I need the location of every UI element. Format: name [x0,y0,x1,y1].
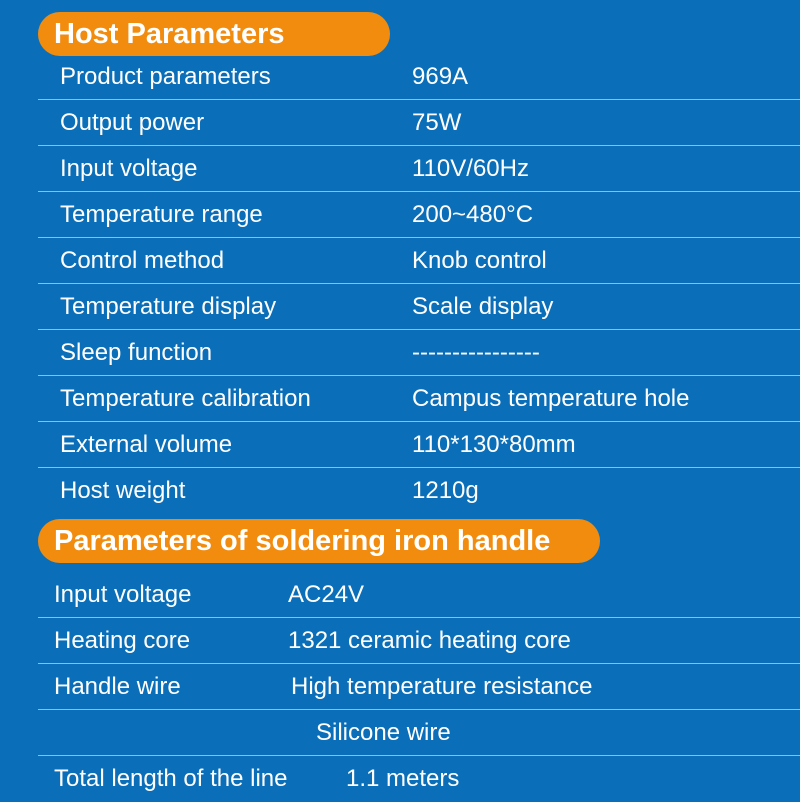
handle-row-handle-wire-continued [38,710,800,756]
spec-row-external-volume [38,422,800,468]
host-parameters-header: Host Parameters [38,12,390,56]
spec-row-input-voltage [38,146,800,192]
spec-row-output-power [38,100,800,146]
spec-label: Control method [60,247,225,274]
spec-label: Temperature range [60,201,263,228]
spec-row-sleep-function [38,330,800,376]
spec-value: Campus temperature hole [412,385,690,412]
spec-value: High temperature resistance [291,673,593,700]
spec-value: AC24V [288,581,365,608]
spec-value: 110*130*80mm [412,431,576,458]
spec-value: Knob control [412,247,547,274]
spec-value: 200~480°C [412,201,534,228]
handle-row-heating-core [38,618,800,664]
spec-label: Handle wire [54,673,181,700]
spec-value: Scale display [412,293,554,320]
spec-label: External volume [60,431,233,458]
spec-label: Input voltage [60,155,198,182]
spec-value: 110V/60Hz [412,155,529,182]
spec-label: Total length of the line [54,765,288,792]
spec-row-control-method [38,238,800,284]
spec-label: Temperature display [60,293,277,320]
spec-row-temperature-display [38,284,800,330]
spec-value: 969A [412,63,469,90]
spec-value: 75W [412,109,462,136]
spec-label: Sleep function [60,339,213,366]
soldering-iron-handle-header: Parameters of soldering iron handle [38,519,600,563]
spec-row-product-parameters [38,54,800,100]
spec-label: Host weight [60,477,186,504]
spec-row-host-weight [38,468,800,514]
spec-value: 1321 ceramic heating core [288,627,571,654]
spec-row-temperature-range [38,192,800,238]
handle-row-total-length [38,756,800,802]
spec-label: Input voltage [54,581,192,608]
spec-label: Temperature calibration [60,385,311,412]
spec-value: 1.1 meters [346,765,460,792]
spec-label: Output power [60,109,205,136]
spec-value: 1210g [412,477,479,504]
spec-label: Heating core [54,627,191,654]
handle-row-input-voltage [38,572,800,618]
spec-value: Silicone wire [316,719,451,746]
spec-row-temperature-calibration [38,376,800,422]
handle-row-handle-wire [38,664,800,710]
spec-label: Product parameters [60,63,271,90]
spec-value: ---------------- [412,339,540,366]
